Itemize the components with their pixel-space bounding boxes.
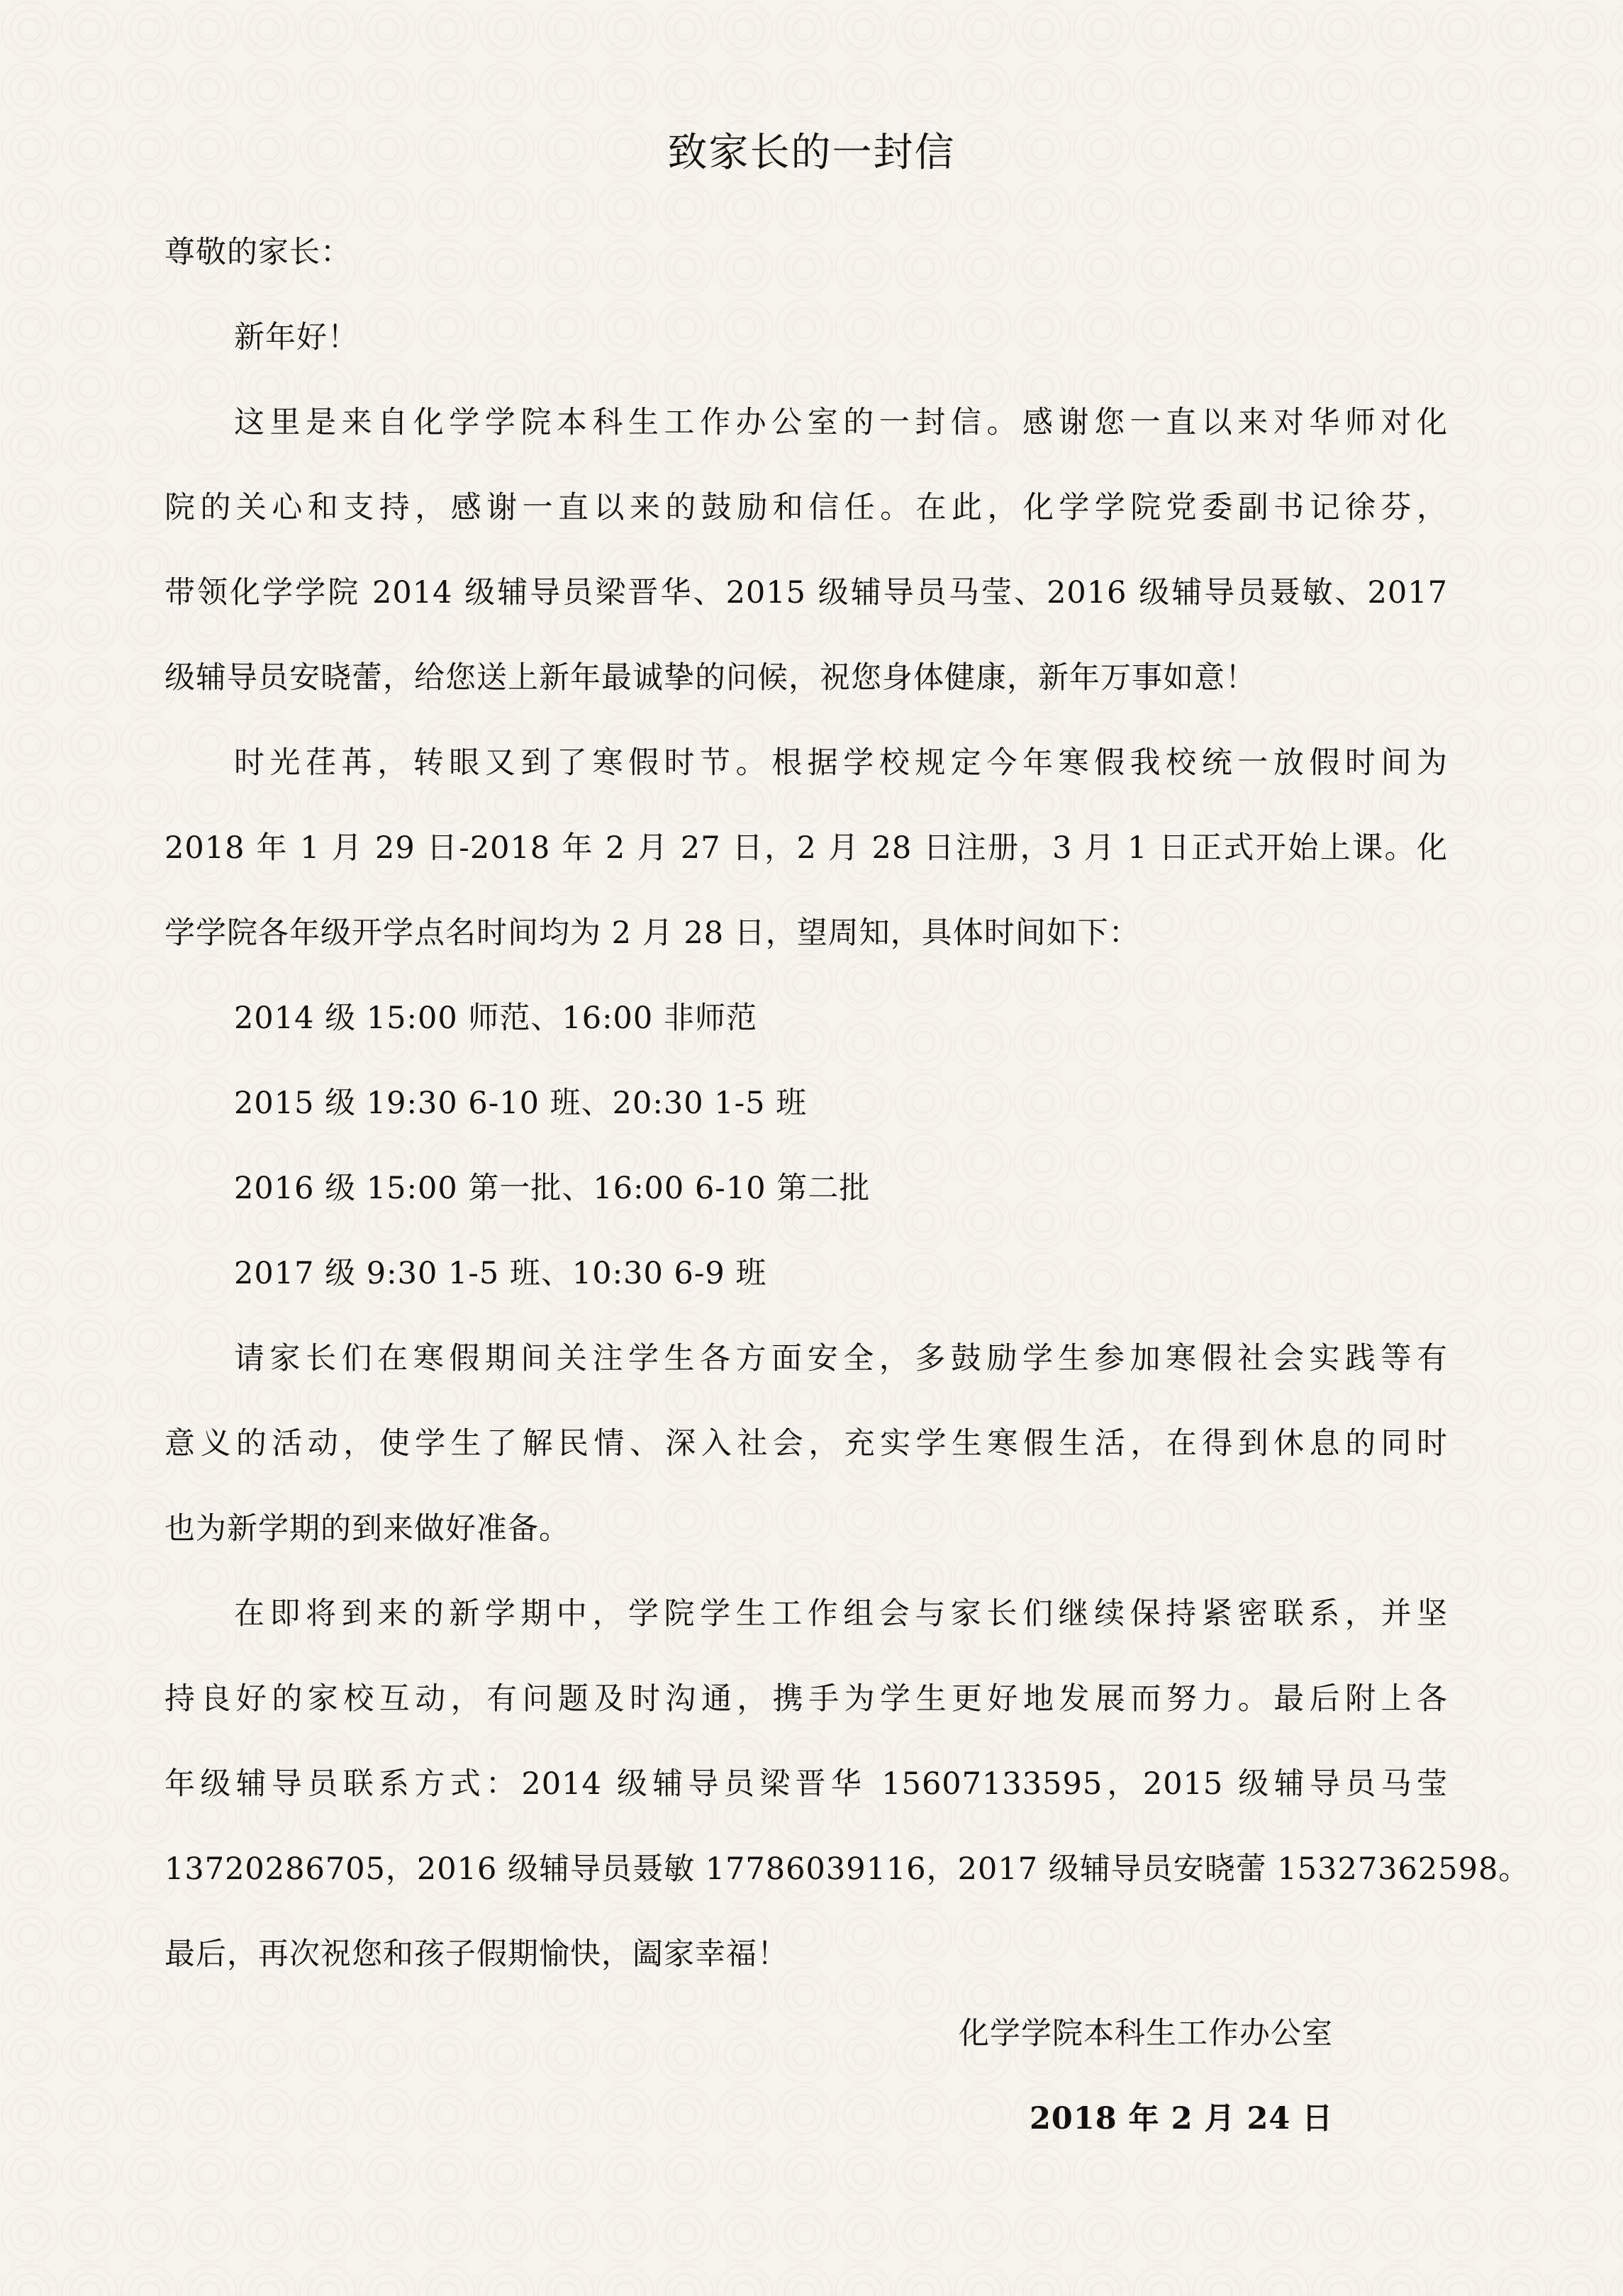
paragraph-3-line: 也为新学期的到来做好准备。 [164,1511,570,1547]
paragraph-4-line: 在即将到来的新学期中，学院学生工作组会与家长们继续保持紧密联系，并坚 [234,1596,1448,1632]
schedule-item: 2016 级 15:00 第一批、16:00 6-10 第二批 [234,1171,871,1206]
paragraph-2-line: 2018 年 1 月 29 日-2018 年 2 月 27 日，2 月 28 日注册，3 月 1 日正式开始上课。化 [164,830,1448,866]
paragraph-2-line: 学学院各年级开学点名时间均为 2 月 28 日，望周知，具体时间如下： [164,915,1140,951]
signature-office: 化学学院本科生工作办公室 [959,2016,1333,2051]
schedule-item: 2014 级 15:00 师范、16:00 非师范 [234,1001,757,1036]
paragraph-4-line: 最后，再次祝您和孩子假期愉快，阖家幸福！ [164,1936,788,1972]
paragraph-4-line: 13720286705，2016 级辅导员聂敏 17786039116，2017 级辅导员安晓蕾 15327362598。 [164,1851,1530,1887]
letter-body [164,210,1530,1997]
paragraph-3-line: 意义的活动，使学生了解民情、深入社会，充实学生寒假生活，在得到休息的同时 [164,1426,1448,1461]
paragraph-1-line: 级辅导员安晓蕾，给您送上新年最诚挚的问候，祝您身体健康，新年万事如意！ [164,660,1256,696]
paragraph-1-line: 院的关心和支持，感谢一直以来的鼓励和信任。在此，化学学院党委副书记徐芬， [164,490,1448,525]
paragraph-4-line: 持良好的家校互动，有问题及时沟通，携手为学生更好地发展而努力。最后附上各 [164,1681,1448,1717]
new-year-greeting: 新年好！ [234,320,359,355]
paragraph-4-line: 年级辅导员联系方式：2014 级辅导员梁晋华 15607133595，2015 级辅导员马莹 [164,1766,1448,1802]
schedule-item: 2015 级 19:30 6-10 班、20:30 1-5 班 [234,1086,808,1121]
greeting: 尊敬的家长： [164,235,352,270]
paragraph-3-line: 请家长们在寒假期间关注学生各方面安全，多鼓励学生参加寒假社会实践等有 [234,1341,1448,1376]
schedule-item: 2017 级 9:30 1-5 班、10:30 6-9 班 [234,1256,767,1291]
letter-title: 致家长的一封信 [667,130,956,176]
letter-date: 2018 年 2 月 24 日 [1030,2101,1334,2136]
paragraph-1-line: 带领化学学院 2014 级辅导员梁晋华、2015 级辅导员马莹、2016 级辅导员聂敏、2017 [164,575,1448,611]
paragraph-2-line: 时光荏苒，转眼又到了寒假时节。根据学校规定今年寒假我校统一放假时间为 [234,745,1448,781]
paragraph-1-line: 这里是来自化学学院本科生工作办公室的一封信。感谢您一直以来对华师对化 [234,405,1448,440]
